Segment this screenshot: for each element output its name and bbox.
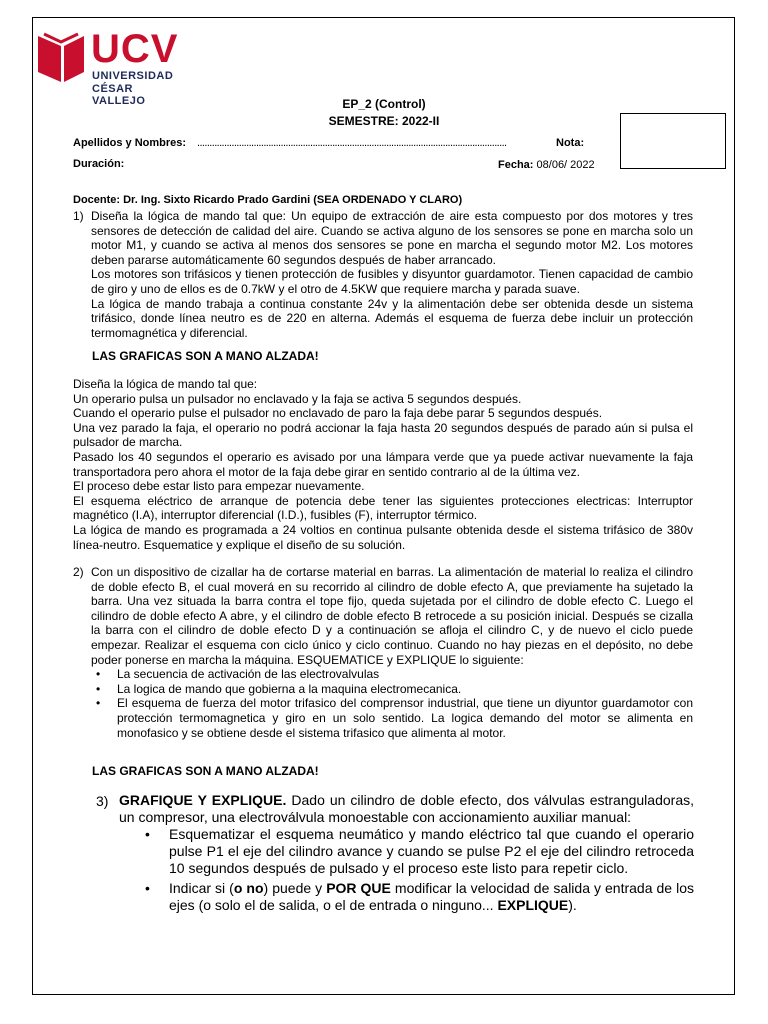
q2-bullet-text-3: El esquema de fuerza del motor trifasico del comprensor industrial, que tiene un diyuntor guardamotor con protección termomagnetica y giro en un solo sentido. La logica demando del motor se alimenta en monofasico y se obtiene desde el sistema trifasico que alimenta al motor. [117,696,693,740]
q3-lead-text: Dado un cilindro de doble efecto, dos válvulas estranguladoras, un compresor, una electroválvula monoestable con accionamiento auxiliar manual: [119,792,694,825]
q2-number: 2) [73,565,84,579]
q2-bullet-list [91,667,693,740]
ucv-shield-icon [36,32,86,84]
q1-paragraph-3: La lógica de mando trabaja a continua constante 24v y la alimentación debe ser obtenida desde un sistema trifásico, donde línea neutro es de 220 en alterna. Además el esquema de fuerza debe incluir un protección termomagnética y diferencial. [91,296,693,340]
semester-label: SEMESTRE: 2022-II [328,114,440,128]
extra-line-4: Una vez parado la faja, el operario no podrá accionar la faja hasta 20 segundos después de parado aún si pulsa el pulsador de marcha. [73,420,693,450]
bullet-icon: • [96,696,101,711]
extra-line-5: Pasado los 40 segundos el operario es avisado por una lámpara verde que ya puede activar nuevamente la faja transportadora pero ahora el motor de la faja debe girar en sentido contrario al de la última vez. [73,449,693,479]
freehand-note-1: LAS GRAFICAS SON A MANO ALZADA! [92,349,319,363]
date-value: 08/06/ 2022 [536,159,595,171]
q1-number: 1) [73,209,84,223]
extra-line-2: Un operario pulsa un pulsador no enclavado y la faja se activa 5 segundos después. [73,391,522,406]
names-label: Apellidos y Nombres: [73,137,187,149]
logo-name: CÉSAR VALLEJO [92,83,146,107]
teacher-line: Docente: Dr. Ing. Sixto Ricardo Prado Gardini (SEA ORDENADO Y CLARO) [73,194,463,206]
list-item [119,826,694,877]
extra-line-3: Cuando el operario pulse el pulsador no enclavado de paro la faja debe parar 5 segundos después. [73,406,603,421]
q3-lead [119,792,694,826]
q3-b2-part-d: ). [568,897,577,913]
grade-label: Nota: [556,137,585,149]
q3-lead-bold: GRAFIQUE Y EXPLIQUE. [119,792,287,808]
list-item [91,682,693,697]
extra-body [73,377,693,552]
list-item [91,667,693,682]
grade-box [620,113,726,169]
q3-number: 3) [96,793,109,809]
q3-b2-bold-3: EXPLIQUE [497,897,569,913]
q1-body [91,209,693,340]
q2-body [91,565,693,740]
date-label: Fecha: [498,159,534,171]
exam-title: EP_2 (Control) [342,97,426,111]
q2-bullet-text-1: La secuencia de activación de las electrovalvulas [117,667,380,682]
extra-line-6: El proceso debe estar listo para empezar nuevamente. [73,479,365,494]
q2-bullet-text-2: La logica de mando que gobierna a la maquina electromecanica. [117,681,462,696]
q3-b2-part-b: ) puede y [263,880,327,896]
bullet-icon: • [145,826,150,842]
bullet-icon: • [96,667,101,682]
q3-b2-part-c: modificar la velocidad de salida y entrada de los ejes (o solo el de salida, o el de entrada o ninguno... [169,880,695,913]
q3-b2-bold-2: POR QUE [326,880,391,896]
university-logo [36,27,186,107]
q3-b2-bold-1: o no [233,880,264,896]
q3-b2-part-a: Indicar si ( [169,880,234,896]
q1-paragraph-2: Los motores son trifásicos y tienen protección de fusibles y disyuntor guardamotor. Tienen capacidad de cambio de giro y uno de ellos es de 0.7kW y el otro de 4.5KW que requiere marcha y parada suave. [91,267,693,296]
names-dotted-line: .............................................................................................................................. [197,137,507,149]
logo-acronym: UCV [91,27,179,71]
extra-line-7: El esquema eléctrico de arranque de potencia debe tener las siguientes protecciones electricas: Interruptor magnético (I.A), interruptor diferencial (I.D.), fusibles (F), interruptor térmico. [73,493,693,523]
bullet-icon: • [96,681,101,696]
q3-body [119,792,694,914]
q3-bullet-list [119,826,694,914]
extra-line-1: Diseña la lógica de mando tal que: [73,377,258,391]
list-item [91,696,693,740]
duration-label: Duración: [73,158,125,170]
date-field [498,159,595,171]
q1-paragraph-1: Diseña la lógica de mando tal que: Un equipo de extracción de aire esta compuesto por dos motores y tres sensores de detección de calidad del aire. Cuando se activa alguno de los sensores se pone en marcha solo un motor M1, y cuando se activa al menos dos sensores se pone en marcha el segundo motor M2. Los motores deben pararse automáticamente 60 segundos después de haber arrancado. [91,209,693,267]
q3-bullet-text-1: Esquematizar el esquema neumático y mando eléctrico tal que cuando el operario pulse P1 el eje del cilindro avance y cuando se pulse P2 el eje del cilindro retroceda 10 segundos después de pulsado y el proceso este listo para repetir ciclo. [169,826,694,876]
list-item [119,880,694,914]
freehand-note-2: LAS GRAFICAS SON A MANO ALZADA! [92,764,319,778]
q2-paragraph: Con un dispositivo de cizallar ha de cortarse material en barras. La alimentación de material lo realiza el cilindro de doble efecto B, el cual moverá en su recorrido al cilindro de doble efecto A, que previamente ha sujetado la barra. Una vez situada la barra contra el tope fijo, queda sujetada por el cilindro de doble efecto C. Luego el cilindro de doble efecto A abre, y el cilindro de doble efecto B retrocede a su posición inicial. Después se cizalla la barra con el cilindro de doble efecto D y a continuación se afloja el cilindro C, y de nuevo el ciclo puede empezar. Realizar el esquema con ciclo único y ciclo continuo. Cuando no hay piezas en el depósito, no debe poder ponerse en marcha la máquina. ESQUEMATICE y EXPLIQUE lo siguiente: [91,565,693,667]
bullet-icon: • [145,880,150,896]
extra-line-8: La lógica de mando es programada a 24 voltios en continua pulsante obtenida desde el sistema trifásico de 380v línea-neutro. Esquematice y explique el diseño de su solución. [73,522,693,552]
logo-university: UNIVERSIDAD [92,70,174,82]
